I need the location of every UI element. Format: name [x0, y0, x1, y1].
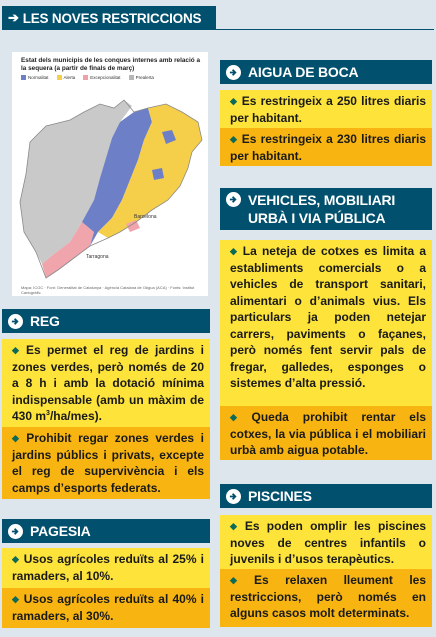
- pagesia-item-1: [2, 548, 210, 588]
- piscines-item-2: [220, 569, 432, 627]
- section-header-pagesia: [2, 519, 210, 543]
- item-text: Usos agrícoles reduïts al 25% i ramaders, al 10%.: [12, 552, 205, 583]
- arrow-circle-icon: [226, 489, 241, 504]
- section-title: PISCINES: [248, 488, 312, 504]
- map-label-tarragona: Tarragona: [86, 254, 109, 260]
- drought-map-card: [12, 52, 208, 296]
- arrow-circle-icon: [226, 65, 241, 80]
- section-header-piscines: [220, 484, 432, 508]
- map-legend: [21, 75, 154, 80]
- page-title-text: LES NOVES RESTRICCIONS: [22, 10, 202, 26]
- bullet-icon: ◆: [12, 345, 22, 355]
- reg-item-1: [2, 339, 210, 427]
- item-text: /ha/mes).: [49, 409, 102, 423]
- bullet-icon: ◆: [230, 575, 251, 585]
- legend-item: [57, 75, 76, 80]
- bullet-icon: ◆: [230, 96, 238, 106]
- page-title: [2, 6, 216, 30]
- map-patch-normalitat: [152, 168, 164, 180]
- section-title: REG: [30, 313, 60, 329]
- legend-label: Normalitat: [28, 75, 49, 80]
- legend-item: [83, 75, 120, 80]
- arrow-right-icon: ➔: [8, 10, 19, 25]
- legend-swatch: [129, 75, 134, 80]
- section-title: [248, 191, 395, 227]
- legend-label: Prealerta: [135, 75, 154, 80]
- bullet-icon: ◆: [230, 521, 241, 531]
- item-text: Prohibit regar zones verdes i jardins públics i privats, excepte el reg de supervivència i els camps d’esports federats.: [12, 431, 205, 495]
- item-text: Es restringeix a 250 litres diaris per habitant.: [230, 94, 426, 125]
- vehicles-item-1: [220, 240, 432, 406]
- section-header-reg: [2, 309, 210, 333]
- item-text: Usos agrícoles reduïts al 40% i ramaders, al 30%.: [12, 592, 205, 623]
- map-label-barcelona: Barcelona: [134, 214, 157, 220]
- legend-swatch: [21, 75, 26, 80]
- arrow-circle-icon: [226, 192, 241, 207]
- section-title-line: VEHICLES, MOBILIARI: [248, 192, 396, 208]
- section-header-aigua: [220, 60, 432, 84]
- item-text: Es relaxen lleument les restriccions, però només en alguns casos molt determinats.: [230, 573, 427, 620]
- piscines-item-1: [220, 515, 432, 569]
- legend-label: Alerta: [63, 75, 76, 80]
- section-title-line: URBÀ I VIA PÚBLICA: [248, 210, 386, 226]
- item-text: Queda prohibit rentar els cotxes, la via pública i el mobiliari urbà amb aigua potable.: [230, 410, 426, 457]
- bullet-icon: ◆: [230, 412, 248, 422]
- bullet-icon: ◆: [230, 246, 239, 256]
- legend-swatch: [57, 75, 62, 80]
- bullet-icon: ◆: [12, 594, 20, 604]
- catalonia-map: [12, 82, 208, 282]
- vehicles-item-2: [220, 406, 432, 460]
- arrow-circle-icon: [8, 314, 23, 329]
- item-text: La neteja de cotxes es limita a establiments comercials o a vehicles de transport sanitari, alimentari o d’animals vius. Els particulars ja poden netejar carrers, paviments o façanes, però només fent servir pals de fregar, galledes, esponges o sistemes d’alta pressió.: [230, 244, 427, 390]
- arrow-circle-icon: [8, 524, 23, 539]
- unit-superscript: 3: [46, 410, 50, 417]
- item-text: Es poden omplir les piscines noves de centres infantils o juvenils i d’usos terapèutics.: [230, 519, 426, 566]
- map-source: Mapa: ICGC · Font: Generalitat de Catalunya · Agència Catalana de l'Aigua (ACA) · Fonts: Institut Cartogràfic: [21, 285, 195, 295]
- header-rule: [216, 29, 434, 30]
- legend-swatch: [83, 75, 88, 80]
- legend-label: Excepcionalitat: [90, 75, 121, 80]
- reg-item-2: [2, 427, 210, 499]
- section-title: AIGUA DE BOCA: [248, 64, 359, 80]
- section-title: PAGESIA: [30, 523, 91, 539]
- legend-item: [129, 75, 154, 80]
- aigua-item-1: [220, 90, 432, 128]
- legend-item: [21, 75, 49, 80]
- item-text: Es permet el reg de jardins i zones verdes, però només de 20 a 8 h i amb la dotació mínima indispensable (amb un màxim de 430 m: [12, 343, 205, 423]
- aigua-item-2: [220, 128, 432, 166]
- map-title: Estat dels municipis de les conques internes amb relació a la sequera (a partir de finals de març): [21, 57, 201, 72]
- bullet-icon: ◆: [12, 433, 23, 443]
- pagesia-item-2: [2, 588, 210, 628]
- bullet-icon: ◆: [230, 134, 238, 144]
- item-text: Es restringeix a 230 litres diaris per habitant.: [230, 132, 426, 163]
- bullet-icon: ◆: [12, 554, 20, 564]
- section-header-vehicles: [220, 188, 432, 230]
